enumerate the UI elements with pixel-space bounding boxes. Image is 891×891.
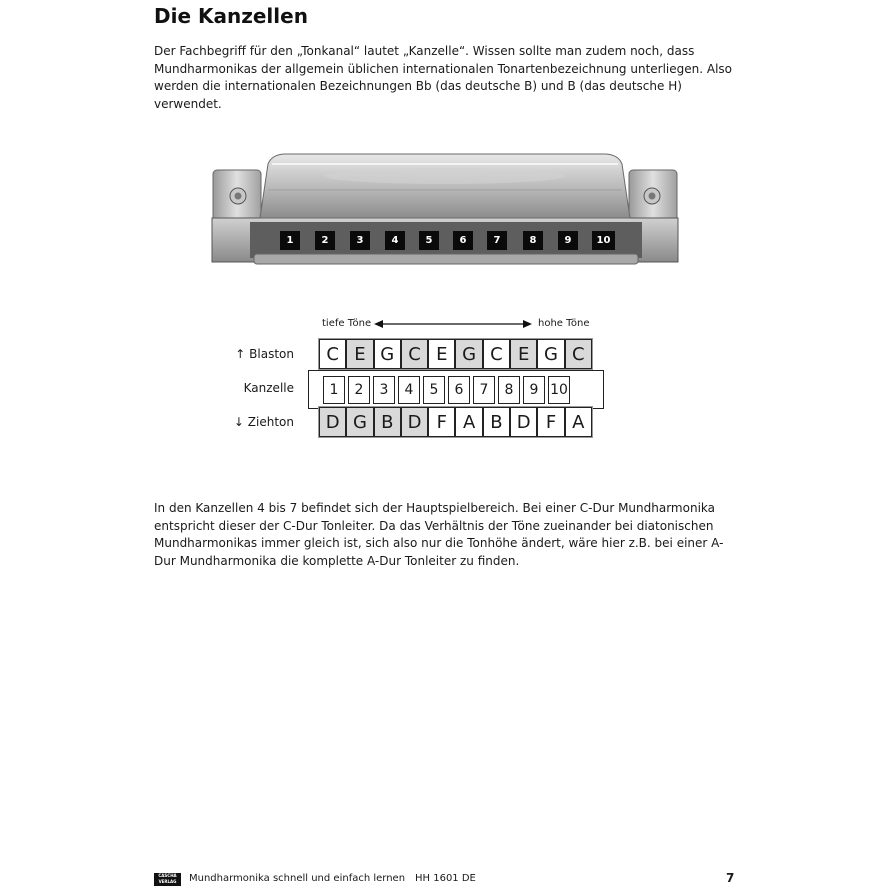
channel-row [308, 370, 604, 409]
channel-number: 2 [348, 376, 370, 404]
draw-label: ↓ Ziehton [233, 415, 294, 429]
page-number: 7 [726, 871, 735, 885]
blow-note: E [428, 339, 455, 369]
hole-number: 1 [280, 231, 300, 250]
draw-note: B [483, 407, 510, 437]
channel-number: 3 [373, 376, 395, 404]
hole-number: 4 [385, 231, 405, 250]
blow-note: G [374, 339, 401, 369]
blow-note: E [510, 339, 537, 369]
page-title: Die Kanzellen [154, 4, 308, 28]
body-paragraph: In den Kanzellen 4 bis 7 befindet sich der Hauptspielbereich. Bei einer C-Dur Mundharmonika entspricht dieser der C-Dur Tonleiter. Da das Verhältnis der Töne zueinander bei diatonischen Mundharmonikas immer gleich ist, sich also nur die Tonhöhe ändert, wäre hier z.B. bei einer A-Dur Mundharmonika die komplette A-Dur Tonleiter zu finden. [154, 501, 724, 568]
hole-number: 9 [558, 231, 578, 250]
draw-note: B [374, 407, 401, 437]
draw-note: F [537, 407, 564, 437]
draw-note: D [319, 407, 346, 437]
draw-note: F [428, 407, 455, 437]
draw-note: A [455, 407, 482, 437]
draw-note: D [510, 407, 537, 437]
intro-paragraph: Der Fachbegriff für den „Tonkanal“ lautet „Kanzelle“. Wissen sollte man zudem noch, dass Mundharmonikas der allgemein üblichen internationalen Tonartenbezeichnung unterliegen. Also werden die internationalen Bezeichnungen Bb (das deutsche B) und B (das deutsche H) verwendet. [154, 44, 733, 111]
harmonica-image [210, 150, 680, 268]
footer-book-title: Mundharmonika schnell und einfach lernen [189, 873, 406, 884]
channel-number: 10 [548, 376, 570, 404]
draw-note: G [346, 407, 373, 437]
blow-note: E [346, 339, 373, 369]
harmonica-illustration [210, 150, 680, 268]
blow-note: C [565, 339, 592, 369]
blow-label: ↑ Blaston [235, 347, 294, 361]
hole-number: 10 [592, 231, 615, 250]
hole-number: 7 [487, 231, 507, 250]
hole-number: 6 [453, 231, 473, 250]
channel-number: 4 [398, 376, 420, 404]
channel-number: 5 [423, 376, 445, 404]
blow-note: C [401, 339, 428, 369]
range-low-label: tiefe Töne [322, 318, 372, 329]
hole-number: 3 [350, 231, 370, 250]
hole-number: 2 [315, 231, 335, 250]
hole-number: 8 [523, 231, 543, 250]
range-arrow-icon [374, 318, 532, 330]
channel-number: 7 [473, 376, 495, 404]
blow-note: C [319, 339, 346, 369]
hole-number: 5 [419, 231, 439, 250]
channel-label: Kanzelle [243, 381, 294, 395]
channel-number: 8 [498, 376, 520, 404]
draw-notes-row [318, 406, 593, 438]
channel-number: 9 [523, 376, 545, 404]
channel-number: 1 [323, 376, 345, 404]
blow-note: C [483, 339, 510, 369]
draw-note: A [565, 407, 592, 437]
range-high-label: hohe Töne [538, 318, 590, 329]
blow-notes-row [318, 338, 593, 370]
footer-code: HH 1601 DE [415, 873, 476, 884]
channel-number: 6 [448, 376, 470, 404]
blow-note: G [537, 339, 564, 369]
blow-note: G [455, 339, 482, 369]
publisher-logo: CASCHA VERLAG [154, 873, 181, 886]
draw-note: D [401, 407, 428, 437]
